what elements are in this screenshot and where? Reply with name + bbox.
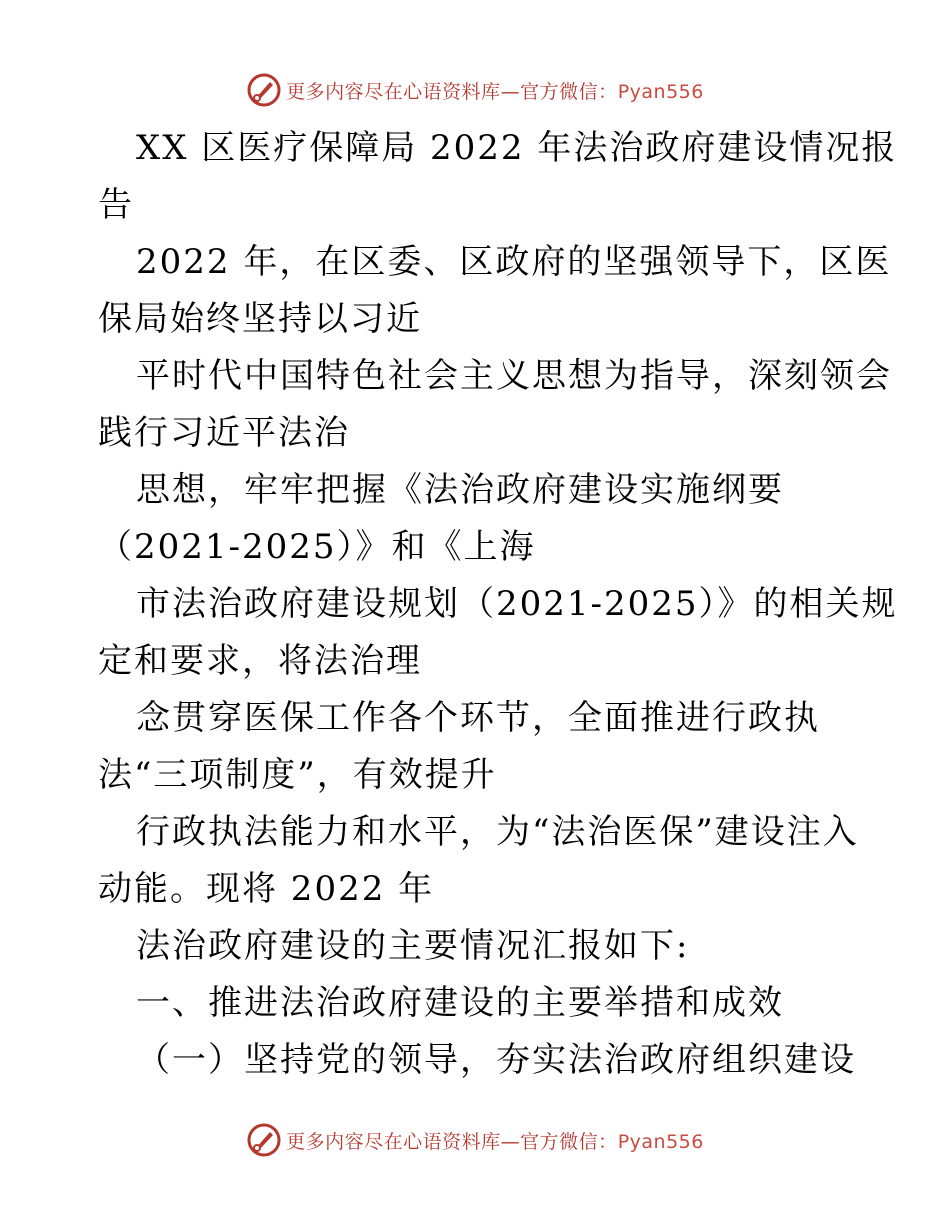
paragraph-line: 践行习近平法治 — [98, 413, 350, 453]
watermark-site-name: 更多内容尽在心语资料库 — [286, 1130, 501, 1153]
watermark-contact-label: 官方微信： — [520, 1130, 618, 1153]
watermark-text — [286, 1127, 704, 1154]
document-title-line-2: 告 — [98, 185, 134, 225]
paragraph-line: 市法治政府建设规划（2021-2025）》的相关规 — [136, 584, 898, 624]
footer-watermark — [0, 1120, 950, 1160]
paragraph-line: 保局始终坚持以习近 — [98, 299, 422, 339]
paragraph-line: 定和要求，将法治理 — [98, 641, 422, 681]
section-heading: 一、推进法治政府建设的主要举措和成效 — [136, 983, 784, 1023]
watermark-separator: — — [500, 1130, 521, 1153]
shield-brush-logo-icon — [246, 1122, 282, 1158]
paragraph-line: 思想，牢牢把握《法治政府建设实施纲要 — [136, 470, 784, 510]
paragraph-line: 法治政府建设的主要情况汇报如下: — [136, 926, 690, 966]
watermark-separator: — — [500, 80, 521, 103]
paragraph-line: 动能。现将 2022 年 — [98, 869, 435, 909]
paragraph-line: 2022 年，在区委、区政府的坚强领导下，区医 — [136, 242, 892, 282]
paragraph-line: 行政执法能力和水平，为“法治医保”建设注入 — [136, 812, 859, 852]
paragraph-line: 念贯穿医保工作各个环节，全面推进行政执 — [136, 698, 820, 738]
shield-brush-logo-icon — [246, 72, 282, 108]
document-title-line-1: XX 区医疗保障局 2022 年法治政府建设情况报 — [136, 128, 898, 168]
paragraph-line: （2021-2025）》和《上海 — [98, 527, 536, 567]
watermark-contact-id: Pyan556 — [617, 80, 704, 103]
watermark-site-name: 更多内容尽在心语资料库 — [286, 80, 501, 103]
watermark-text — [286, 77, 704, 104]
header-watermark — [0, 70, 950, 110]
document-body — [98, 120, 898, 1089]
subsection-heading: （一）坚持党的领导，夯实法治政府组织建设 — [136, 1040, 856, 1080]
paragraph-line: 法“三项制度”，有效提升 — [98, 755, 497, 795]
watermark-contact-label: 官方微信： — [520, 80, 618, 103]
paragraph-line: 平时代中国特色社会主义思想为指导，深刻领会 — [136, 356, 892, 396]
watermark-contact-id: Pyan556 — [617, 1130, 704, 1153]
